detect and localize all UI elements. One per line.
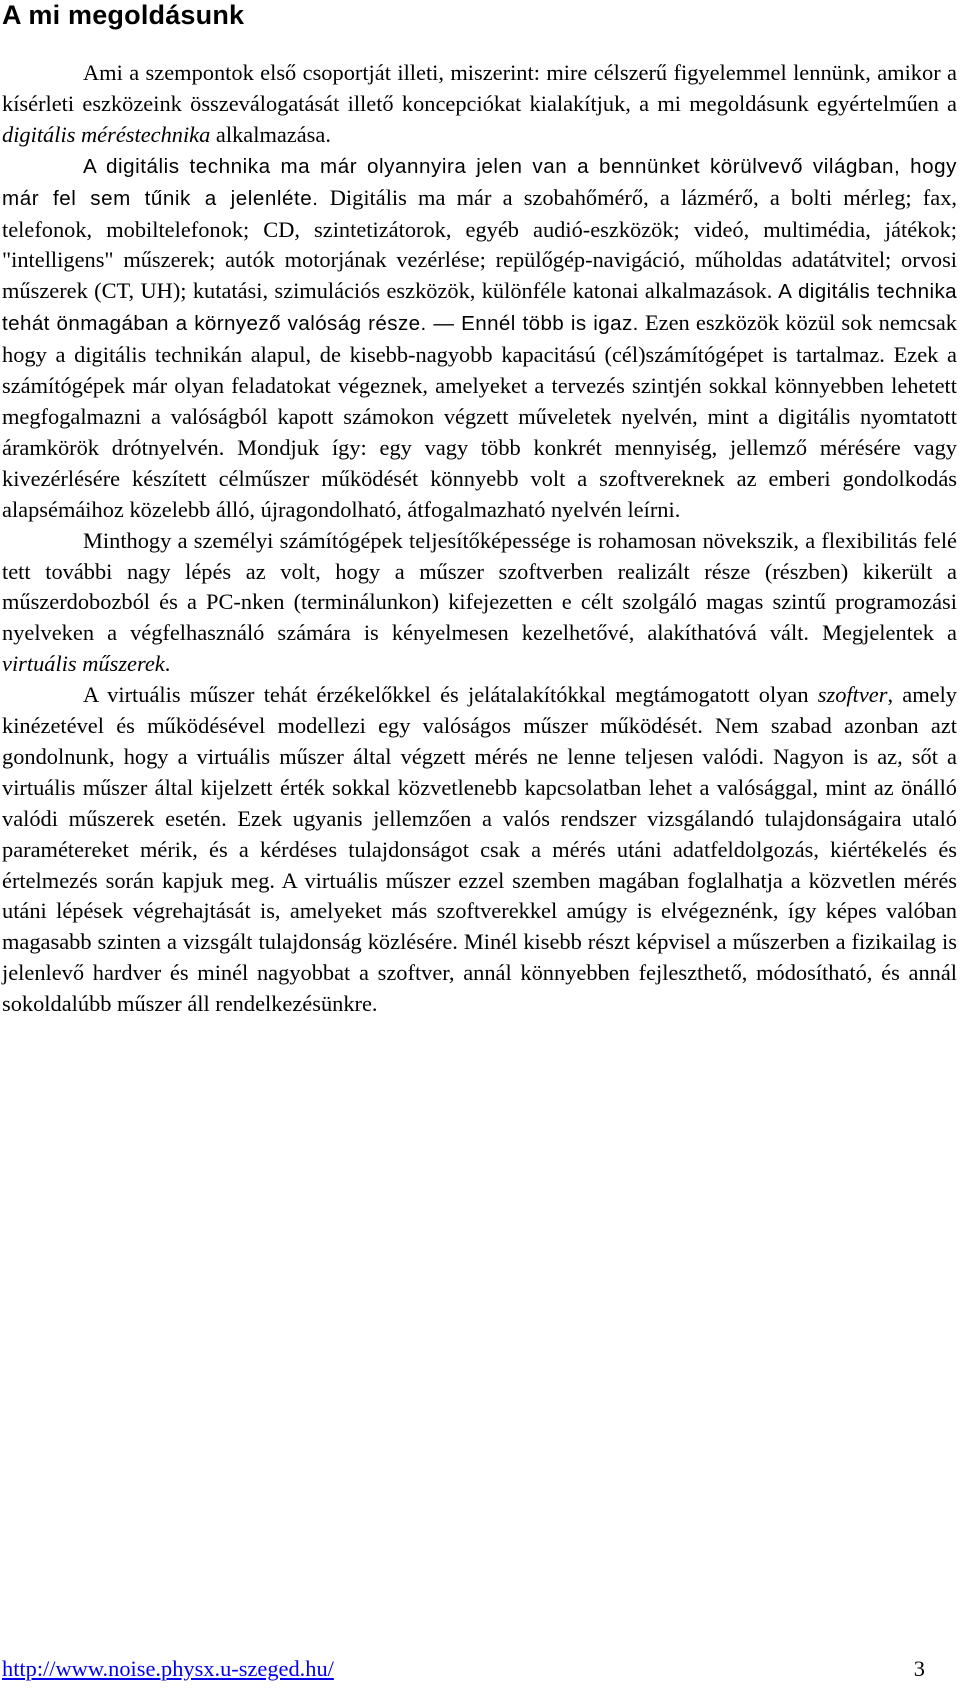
section-heading: A mi megoldásunk bbox=[2, 0, 245, 30]
paragraph-4-emphasis: szoftver bbox=[817, 682, 888, 708]
paragraph-2-sans-b: A digitális technika tehát önmagában a környező valóság része. — Ennél több is igaz. bbox=[2, 280, 957, 336]
paragraph-1 bbox=[2, 58, 957, 151]
paragraph-4-text-b: , amely kinézetével és működésével modellezi egy valóságos műszer működését. Nem szabad azonban azt gondolnunk, hogy a virtuális műszer által végzett mérés ne lenne teljesen valódi. Nagyon is az, sőt a virtuális műszer által kijelzett érték sokkal közvetlenebb kapcsolatban lehet a valósággal, mint az önálló valódi műszerek esetén. Ezek ugyanis jellemzően a valós rendszer vizsgálandó tulajdonságaira utaló paramétereket mérik, és a kérdéses tulajdonságot csak a mérés utáni adatfeldolgozás, kiértékelés és értelmezés során kapjuk meg. A virtuális műszer ezzel szemben magában foglalhatja a közvetlen mérés utáni lépések végrehajtását is, amelyeket más szoftverekkel amúgy is elvégeznénk, így képes valóban magasabb szinten a vizsgált tulajdonság közlésére. Minél kisebb részt képvisel a műszerben a fizikailag is jelenlevő hardver és minél nagyobbat a szoftver, annál könnyebben fejleszthető, módosítható, és annál sokoldalúbb műszer áll rendelkezésünkre. bbox=[2, 682, 957, 1017]
paragraph-3-emphasis: virtuális műszerek bbox=[2, 651, 165, 677]
paragraph-2 bbox=[2, 151, 957, 526]
body-text bbox=[2, 58, 957, 1020]
paragraph-3-text-b: . bbox=[164, 651, 171, 677]
paragraph-2-sans-a: A digitális technika ma már olyannyira jelen van a bennünket körülvevő világban, hogy már fel sem tűnik a jelenléte. bbox=[2, 154, 957, 210]
paragraph-3 bbox=[2, 526, 957, 681]
paragraph-1-text-a: Ami a szempontok első csoportját illeti, miszerint: mire célszerű figyelemmel lennünk, amikor a kísérleti eszközeink összeválogatását illető koncepciókat kialakítjuk, a mi megoldásunk egyértelműen a bbox=[2, 60, 957, 116]
paragraph-1-emphasis: digitális méréstechnika bbox=[2, 121, 211, 147]
paragraph-2-text-b: Ezen eszközök közül sok nemcsak hogy a digitális technikán alapul, de kisebb-nagyobb kapacitású (cél)számítógépet is tartalmaz. Ezek a számítógépek már olyan feladatokat végeznek, amelyeket a tervezés szintjén sokkal könnyebben lehetett megfogalmazni a valóságból kapott számokon végzett műveletek nyelvén, mint a digitális nyomtatott áramkörök drótnyelvén. Mondjuk így: egy vagy több konkrét mennyiség, jellemző mérésére vagy kivezérlésére készített célműszer működését könnyebb volt a szoftvereknek az emberi gondolkodás alapsémáihoz közelebb álló, újragondolható, átfogalmazható nyelvén leírni. bbox=[2, 310, 957, 522]
paragraph-2-text-a: Digitális ma már a szobahőmérő, a lázmérő, a bolti mérleg; fax, telefonok, mobiltelefonok; CD, szintetizátorok, egyéb audió-eszközök; videó, multimédia, játékok; "intelligens" műszerek; autók motorjának vezérlése; repülőgép-navigáció, műholdas adatátvitel; orvosi műszerek (CT, UH); kutatási, szimulációs eszközök, különféle katonai alkalmazások. bbox=[2, 184, 957, 304]
paragraph-4 bbox=[2, 680, 957, 1020]
paragraph-4-text-a: A virtuális műszer tehát érzékelőkkel és jelátalakítókkal megtámogatott olyan bbox=[83, 682, 818, 708]
page-number: 3 bbox=[913, 1656, 925, 1681]
footer-url-link[interactable]: http://www.noise.physx.u-szeged.hu/ bbox=[2, 1656, 334, 1681]
paragraph-3-text-a: Minthogy a személyi számítógépek teljesítőképessége is rohamosan növekszik, a flexibilitás felé tett további nagy lépés az volt, hogy a műszer szoftverben realizált része (részben) kikerült a műszerdobozból és a PC-nken (terminálunkon) kifejezetten e célt szolgáló magas szintű programozási nyelveken a végfelhasználó számára is kényelmesen kezelhetővé, alakíthatóvá vált. Megjelentek a bbox=[2, 527, 957, 646]
paragraph-1-text-b: alkalmazása. bbox=[210, 121, 331, 147]
